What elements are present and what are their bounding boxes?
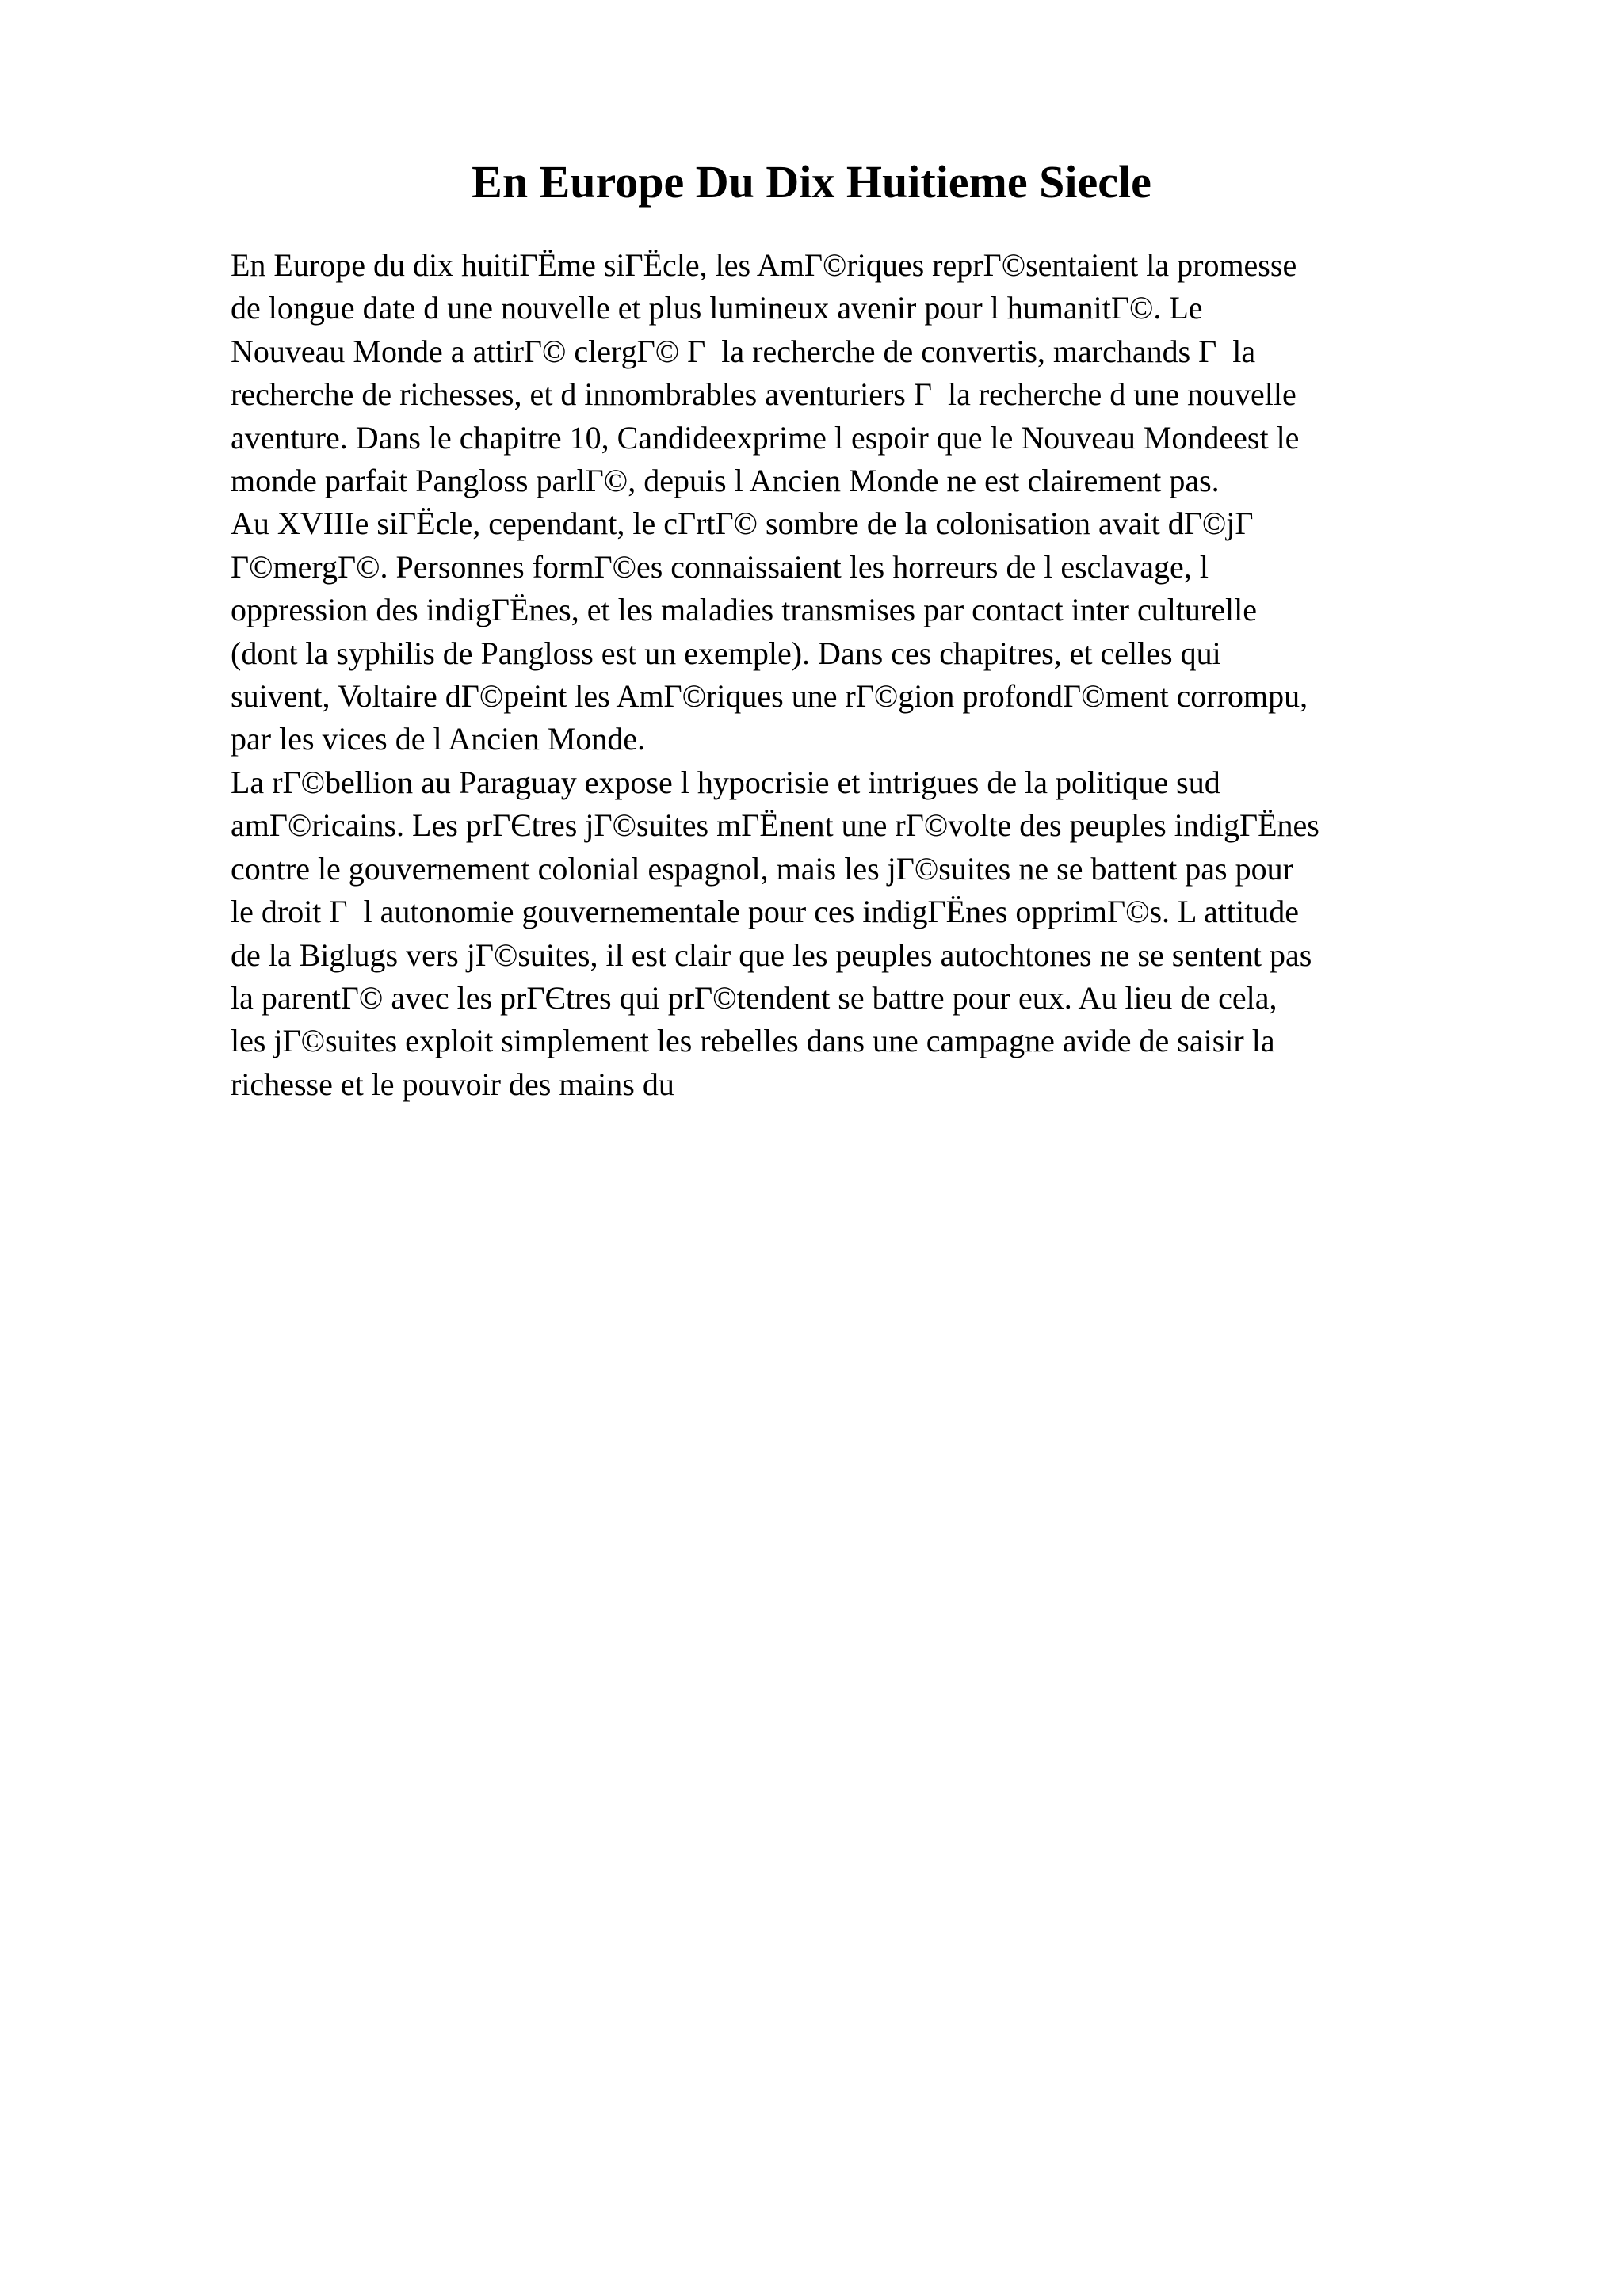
body-line-16: le droit Γ l autonomie gouvernementale pour ces indigΓËnes opprimΓ©s. L attitude <box>231 894 1299 930</box>
document-title: En Europe Du Dix Huitieme Siecle <box>472 156 1151 208</box>
body-line-6: monde parfait Pangloss parlΓ©, depuis l Ancien Monde ne est clairement pas. <box>231 463 1220 499</box>
body-line-18: la parentΓ© avec les prΓЄtres qui prΓ©tendent se battre pour eux. Au lieu de cela, <box>231 979 1277 1016</box>
body-line-11: suivent, Voltaire dΓ©peint les AmΓ©riques une rΓ©gion profondΓ©ment corrompu, <box>231 678 1308 715</box>
body-line-13: La rΓ©bellion au Paraguay expose l hypocrisie et intrigues de la politique sud <box>231 764 1220 800</box>
body-line-19: les jΓ©suites exploit simplement les rebelles dans une campagne avide de saisir la <box>231 1023 1275 1059</box>
body-line-5: aventure. Dans le chapitre 10, Candideexprime l espoir que le Nouveau Mondeest le <box>231 419 1300 456</box>
body-line-7: Au XVIIIe siΓËcle, cependant, le cΓrtΓ© sombre de la colonisation avait dΓ©jΓ <box>231 505 1254 542</box>
body-line-8: Γ©mergΓ©. Personnes formΓ©es connaissaient les horreurs de l esclavage, l <box>231 548 1209 585</box>
body-line-9: oppression des indigΓËnes, et les maladies transmises par contact inter culturelle <box>231 592 1257 628</box>
body-line-14: amΓ©ricains. Les prΓЄtres jΓ©suites mΓËnent une rΓ©volte des peuples indigΓËnes <box>231 807 1319 844</box>
body-line-20: richesse et le pouvoir des mains du <box>231 1066 674 1102</box>
body-line-15: contre le gouvernement colonial espagnol, mais les jΓ©suites ne se battent pas pour <box>231 850 1293 887</box>
body-line-17: de la Biglugs vers jΓ©suites, il est clair que les peuples autochtones ne se sentent pas <box>231 936 1312 973</box>
body-line-10: (dont la syphilis de Pangloss est un exemple). Dans ces chapitres, et celles qui <box>231 635 1221 671</box>
body-line-3: Nouveau Monde a attirΓ© clergΓ© Γ la recherche de convertis, marchands Γ la <box>231 333 1256 369</box>
body-line-4: recherche de richesses, et d innombrables aventuriers Γ la recherche d une nouvelle <box>231 376 1296 413</box>
document-body <box>231 244 1530 1106</box>
body-line-1: En Europe du dix huitiΓËme siΓËcle, les AmΓ©riques reprΓ©sentaient la promesse <box>231 247 1297 283</box>
body-line-12: par les vices de l Ancien Monde. <box>231 721 646 757</box>
body-line-2: de longue date d une nouvelle et plus lumineux avenir pour l humanitΓ©. Le <box>231 290 1203 326</box>
